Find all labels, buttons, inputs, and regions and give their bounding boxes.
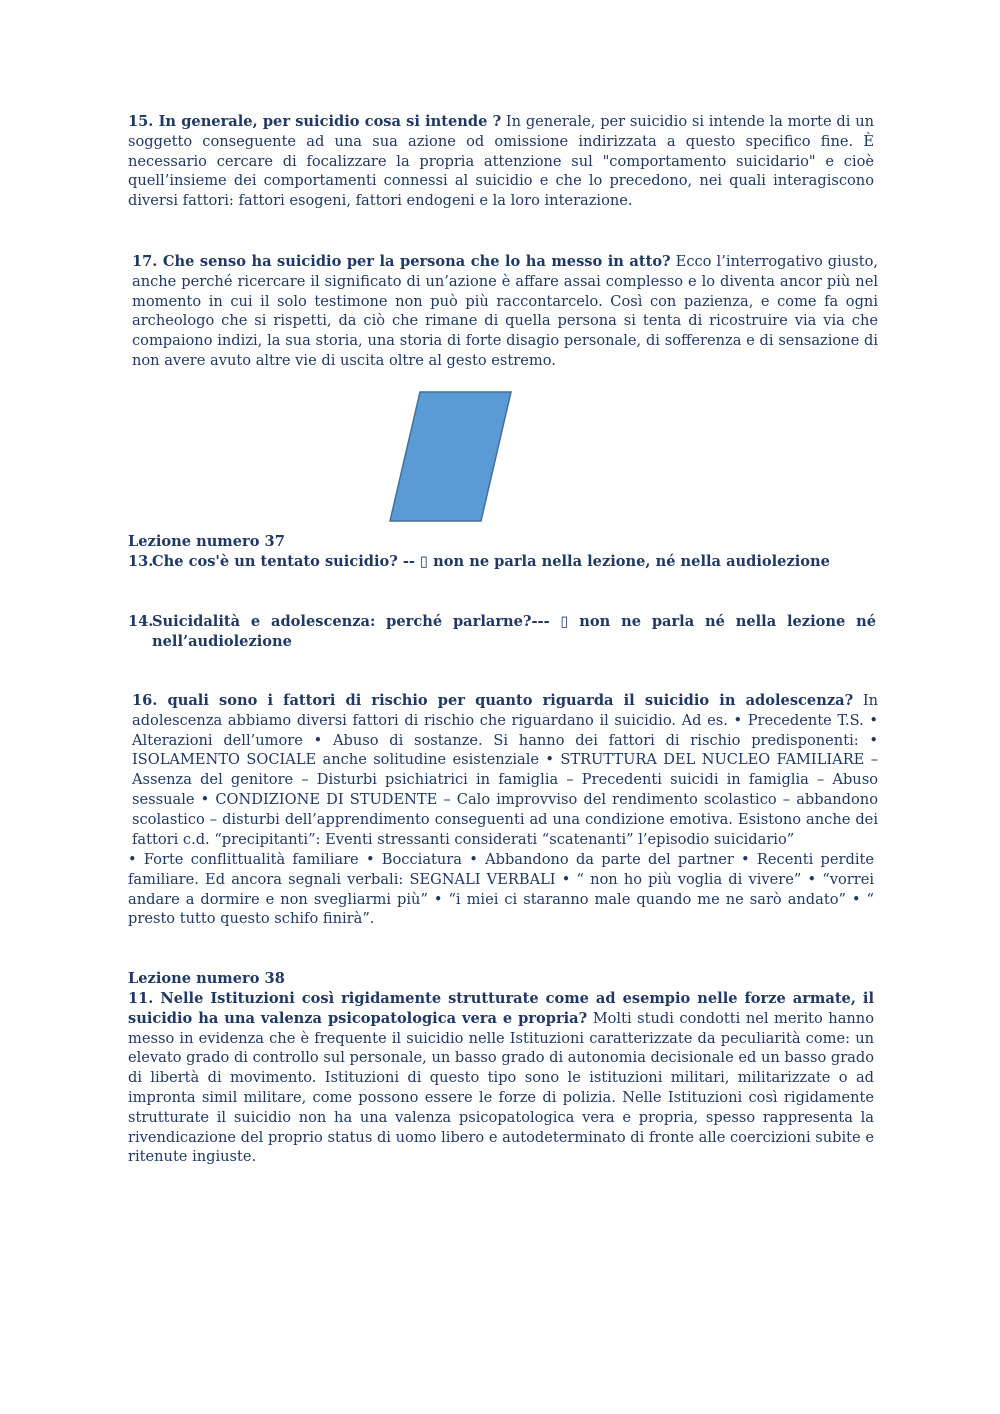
parallelogram-shape bbox=[388, 390, 514, 524]
lesson-38-heading: Lezione numero 38 bbox=[128, 970, 285, 987]
question-17: 17. Che senso ha suicidio per la persona che lo ha messo in atto? bbox=[132, 253, 671, 270]
paragraph-q16-continuation: • Forte conflittualità familiare • Bocciatura • Abbandono da parte del partner • Recenti perdite familiare. Ed ancora segnali verbali: SEGNALI VERBALI • “ non ho più voglia di vivere” • “vorrei andare a dormire e non svegliarmi più” • “i miei ci staranno male quando me ne sarò andato” • “ presto tutto questo schifo finirà”. bbox=[128, 851, 874, 928]
paragraph-q15 bbox=[128, 112, 874, 211]
item-14-text: Suicidalità e adolescenza: perché parlarne?--- ▯ non ne parla né nella lezione né nell’audiolezione bbox=[152, 613, 876, 650]
paragraph-q11 bbox=[128, 989, 874, 1167]
paragraph-q16 bbox=[128, 691, 878, 849]
list-item-14 bbox=[128, 612, 876, 652]
answer-11: Molti studi condotti nel merito hanno messo in evidenza che è frequente il suicidio nelle Istituzioni caratterizzate da peculiarità come: un elevato grado di controllo sul personale, un basso grado di autonomia decisionale ed un basso grado di libertà di movimento. Istituzioni di questo tipo sono le istituzioni militari, militarizzate o ad impronta simil militare, come possono essere le forze di polizia. Nelle Istituzioni così rigidamente strutturate il suicidio non ha una valenza psicopatologica vera e propria, spesso rappresenta la rivendicazione del proprio status di uomo libero e autodeterminato di fronte alle coercizioni subite e ritenute ingiuste. bbox=[128, 1009, 875, 1166]
question-16: 16. quali sono i fattori di rischio per quanto riguarda il suicidio in adolescenza? bbox=[132, 692, 854, 709]
question-15: 15. In generale, per suicidio cosa si intende ? bbox=[128, 113, 502, 130]
lesson-37-heading: Lezione numero 37 bbox=[128, 533, 285, 550]
question-11: 11. Nelle Istituzioni così rigidamente strutturate come ad esempio nelle forze armate, il suicidio ha una valenza psicopatologica vera e propria? bbox=[128, 990, 874, 1027]
item-13-number: 13. bbox=[128, 553, 154, 570]
list-item-13 bbox=[128, 552, 876, 572]
answer-15: In generale, per suicidio si intende la morte di un soggetto conseguente ad una sua azione od omissione indirizzata a questo specifico fine. È necessario cercare di focalizzare la propria attenzione sul "comportamento suicidario" e cioè quell’insieme dei comportamenti connessi al suicidio e che lo precedono, nei quali interagiscono diversi fattori: fattori esogeni, fattori endogeni e la loro interazione. bbox=[128, 113, 874, 210]
item-13-text: Che cos'è un tentato suicidio? -- ▯ non ne parla nella lezione, né nella audiolezione bbox=[152, 553, 830, 570]
item-14-number: 14. bbox=[128, 613, 154, 630]
paragraph-q17 bbox=[128, 252, 878, 371]
answer-16: In adolescenza abbiamo diversi fattori di rischio che riguardano il suicidio. Ad es. • Precedente T.S. • Alterazioni dell’umore • Abuso di sostanze. Si hanno dei fattori di rischio predisponenti: • ISOLAMENTO SOCIALE anche solitudine esistenziale • STRUTTURA DEL NUCLEO FAMILIARE – Assenza del genitore – Disturbi psichiatrici in famiglia – Precedenti suicidi in famiglia – Abuso sessuale • CONDIZIONE DI STUDENTE – Calo improvviso del rendimento scolastico – abbandono scolastico – disturbi dell’apprendimento conseguenti ad una condizione emotiva. Esistono anche dei fattori c.d. “precipitanti”: Eventi stressanti considerati “scatenanti” l’episodio suicidario” bbox=[132, 692, 878, 848]
answer-17: Ecco l’interrogativo giusto, anche perché ricercare il significato di un’azione è affare assai complesso e lo diventa ancor più nel momento in cui il solo testimone non può più raccontarcelo. Così con pazienza, e come fa ogni archeologo che si rispetti, da ciò che rimane di quella persona si tenta di ricostruire via via che compaiono indizi, la sua storia, una storia di forte disagio personale, di sofferenza e di sensazione di non avere avuto altre vie di uscita oltre al gesto estremo. bbox=[132, 253, 878, 369]
